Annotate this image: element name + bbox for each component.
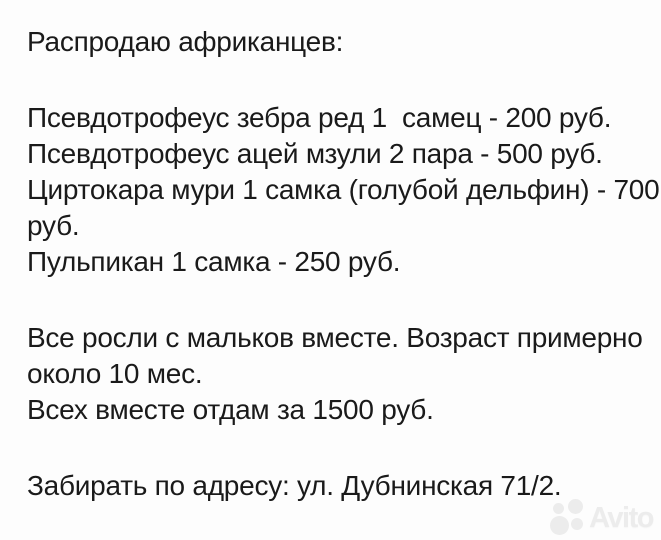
description-line: Забирать по адресу: ул. Дубнинская 71/2. <box>27 470 562 501</box>
description-line: Всех вместе отдам за 1500 руб. <box>27 394 434 425</box>
description-line: около 10 мес. <box>27 358 203 389</box>
avito-watermark-label: Avito <box>589 502 653 534</box>
description-paragraph-intro <box>27 24 643 60</box>
description-line: Распродаю африканцев: <box>27 26 344 57</box>
description-paragraph-details <box>27 320 643 428</box>
description-line: Циртокара мури 1 самка (голубой дельфин) - 700 <box>27 174 660 205</box>
description-text <box>27 24 660 504</box>
description-line: Пульпикан 1 самка - 250 руб. <box>27 246 401 277</box>
avito-logo-icon <box>550 499 586 535</box>
description-line: Псевдотрофеус ацей мзули 2 пара - 500 руб. <box>27 138 603 169</box>
description-line: руб. <box>27 210 80 241</box>
description-line: Все росли с мальков вместе. Возраст примерно <box>27 322 643 353</box>
avito-watermark <box>550 499 653 535</box>
description-line: Псевдотрофеус зебра ред 1 самец - 200 руб. <box>27 102 612 133</box>
description-paragraph-price-list <box>27 100 660 280</box>
